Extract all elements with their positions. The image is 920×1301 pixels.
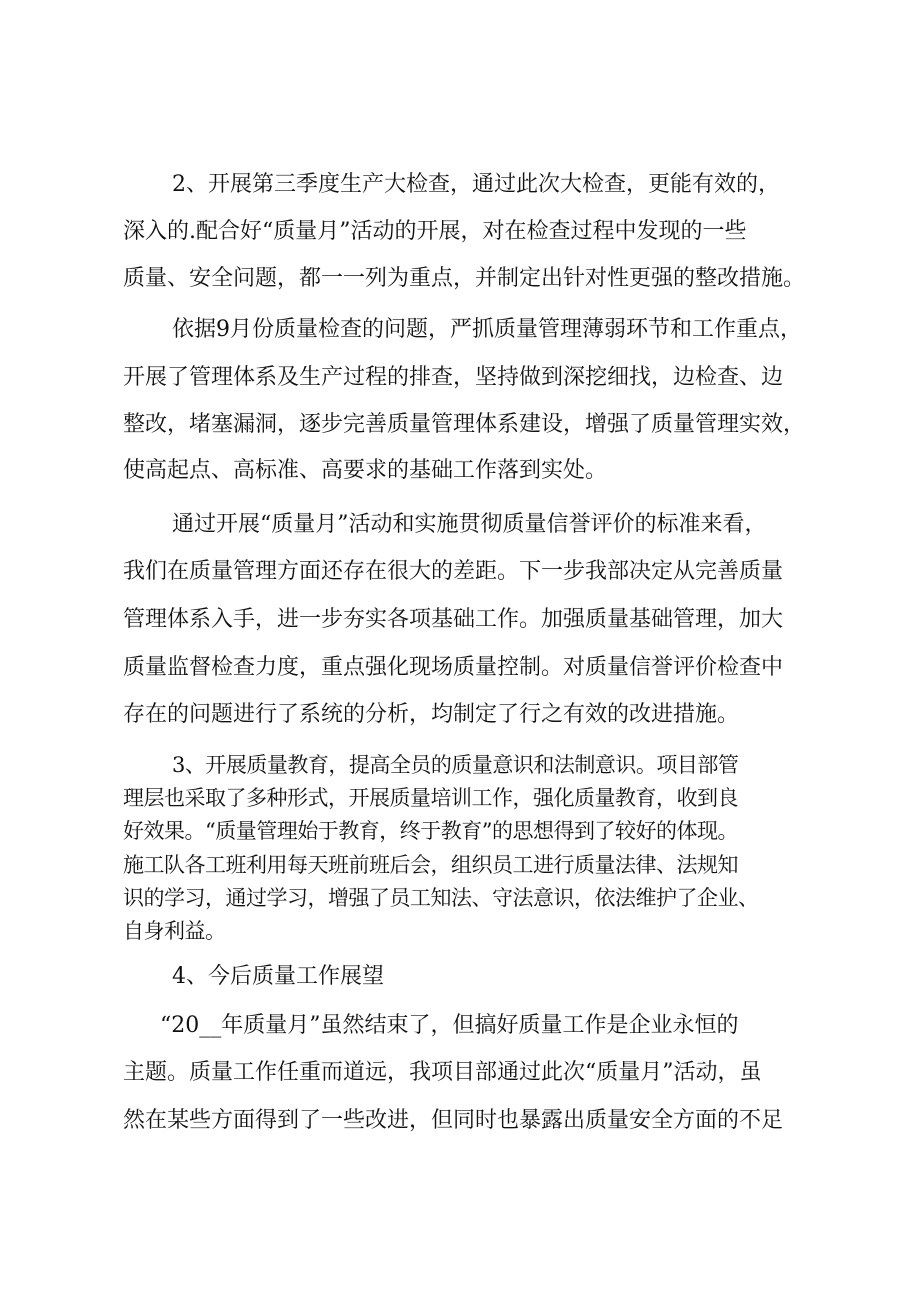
paragraph-september-check-line: 使高起点、高标准、高要求的基础工作落到实处。	[123, 458, 608, 483]
paragraph-gap-analysis-line: 存在的问题进行了系统的分析，均制定了行之有效的改进措施。	[123, 702, 740, 727]
paragraph-outlook-line: “20__年质量月”虽然结束了，但搞好质量工作是企业永恒的	[160, 1013, 739, 1038]
paragraph-outlook-line: 然在某些方面得到了一些改进，但同时也暴露出质量安全方面的不足	[123, 1108, 784, 1133]
paragraph-education-line: 3、开展质量教育，提高全员的质量意识和法制意识。项目部管	[172, 753, 739, 777]
paragraph-inspection-line: 质量、安全问题，都一一列为重点，并制定出针对性更强的整改措施。	[123, 266, 806, 291]
paragraph-gap-analysis-line: 质量监督检查力度，重点强化现场质量控制。对质量信誉评价检查中	[123, 655, 784, 680]
paragraph-education-line: 识的学习，通过学习，增强了员工知法、守法意识，依法维护了企业、	[123, 886, 759, 910]
paragraph-gap-analysis-line: 通过开展“质量月”活动和实施贯彻质量信誉评价的标准来看，	[172, 512, 767, 537]
paragraph-outlook-line: 主题。质量工作任重而道远，我项目部通过此次“质量月”活动，虽	[123, 1060, 762, 1085]
paragraph-gap-analysis-line: 我们在质量管理方面还存在很大的差距。下一步我部决定从完善质量	[123, 559, 784, 584]
paragraph-education-line: 好效果。“质量管理始于教育，终于教育”的思想得到了较好的体现。	[123, 819, 738, 843]
paragraph-gap-analysis-line: 管理体系入手，进一步夯实各项基础工作。加强质量基础管理，加大	[123, 607, 784, 632]
paragraph-education-line: 自身利益。	[123, 919, 226, 943]
paragraph-september-check-line: 依据9月份质量检查的问题，严抓质量管理薄弱环节和工作重点，	[172, 317, 802, 342]
section-heading-outlook: 4、今后质量工作展望	[172, 964, 384, 989]
paragraph-inspection-line: 2、开展第三季度生产大检查，通过此次大检查，更能有效的，	[172, 172, 780, 197]
paragraph-education-line: 施工队各工班利用每天班前班后会，组织员工进行质量法律、法规知	[123, 853, 738, 877]
paragraph-september-check-line: 整改，堵塞漏洞，逐步完善质量管理体系建设，增强了质量管理实效，	[123, 412, 806, 437]
paragraph-september-check-line: 开展了管理体系及生产过程的排查，坚持做到深挖细找，边检查、边	[123, 365, 784, 390]
paragraph-inspection-line: 深入的.配合好“质量月”活动的开展，对在检查过程中发现的一些	[123, 219, 747, 244]
paragraph-education-line: 理层也采取了多种形式，开展质量培训工作，强化质量教育，收到良	[123, 786, 738, 810]
